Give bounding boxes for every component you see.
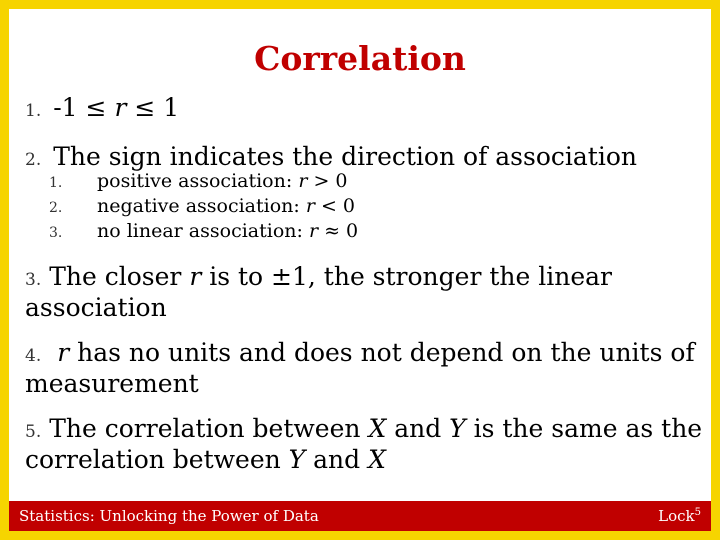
footer-bar (9, 501, 711, 531)
sub-item-positive: 1. positive association: r > 0 (49, 170, 348, 192)
item-number: 2. (25, 150, 42, 170)
footer-book-title: Statistics: Unlocking the Power of Data (19, 507, 319, 525)
sub-item-negative: 2. negative association: r < 0 (49, 195, 356, 217)
list-item-5: 5. The correlation between X and Y is the same as the correlation between Y and X (25, 414, 703, 474)
footer-author: Lock$^5$ (658, 507, 701, 525)
list-item-2: 2. The sign indicates the direction of association (25, 142, 637, 171)
sub-item-none: 3. no linear association: r ≈ 0 (49, 220, 359, 242)
list-item-4: 4. r has no units and does not depend on the units of measurement (25, 338, 695, 398)
slide-title: Correlation (254, 39, 466, 78)
list-item-1: 1. -1 ≤ r ≤ 1 (25, 93, 180, 122)
item-number: 1. (25, 101, 42, 121)
slide (9, 9, 711, 531)
list-item-3: 3. The closer r is to ±1, the stronger the linear association (25, 262, 612, 322)
